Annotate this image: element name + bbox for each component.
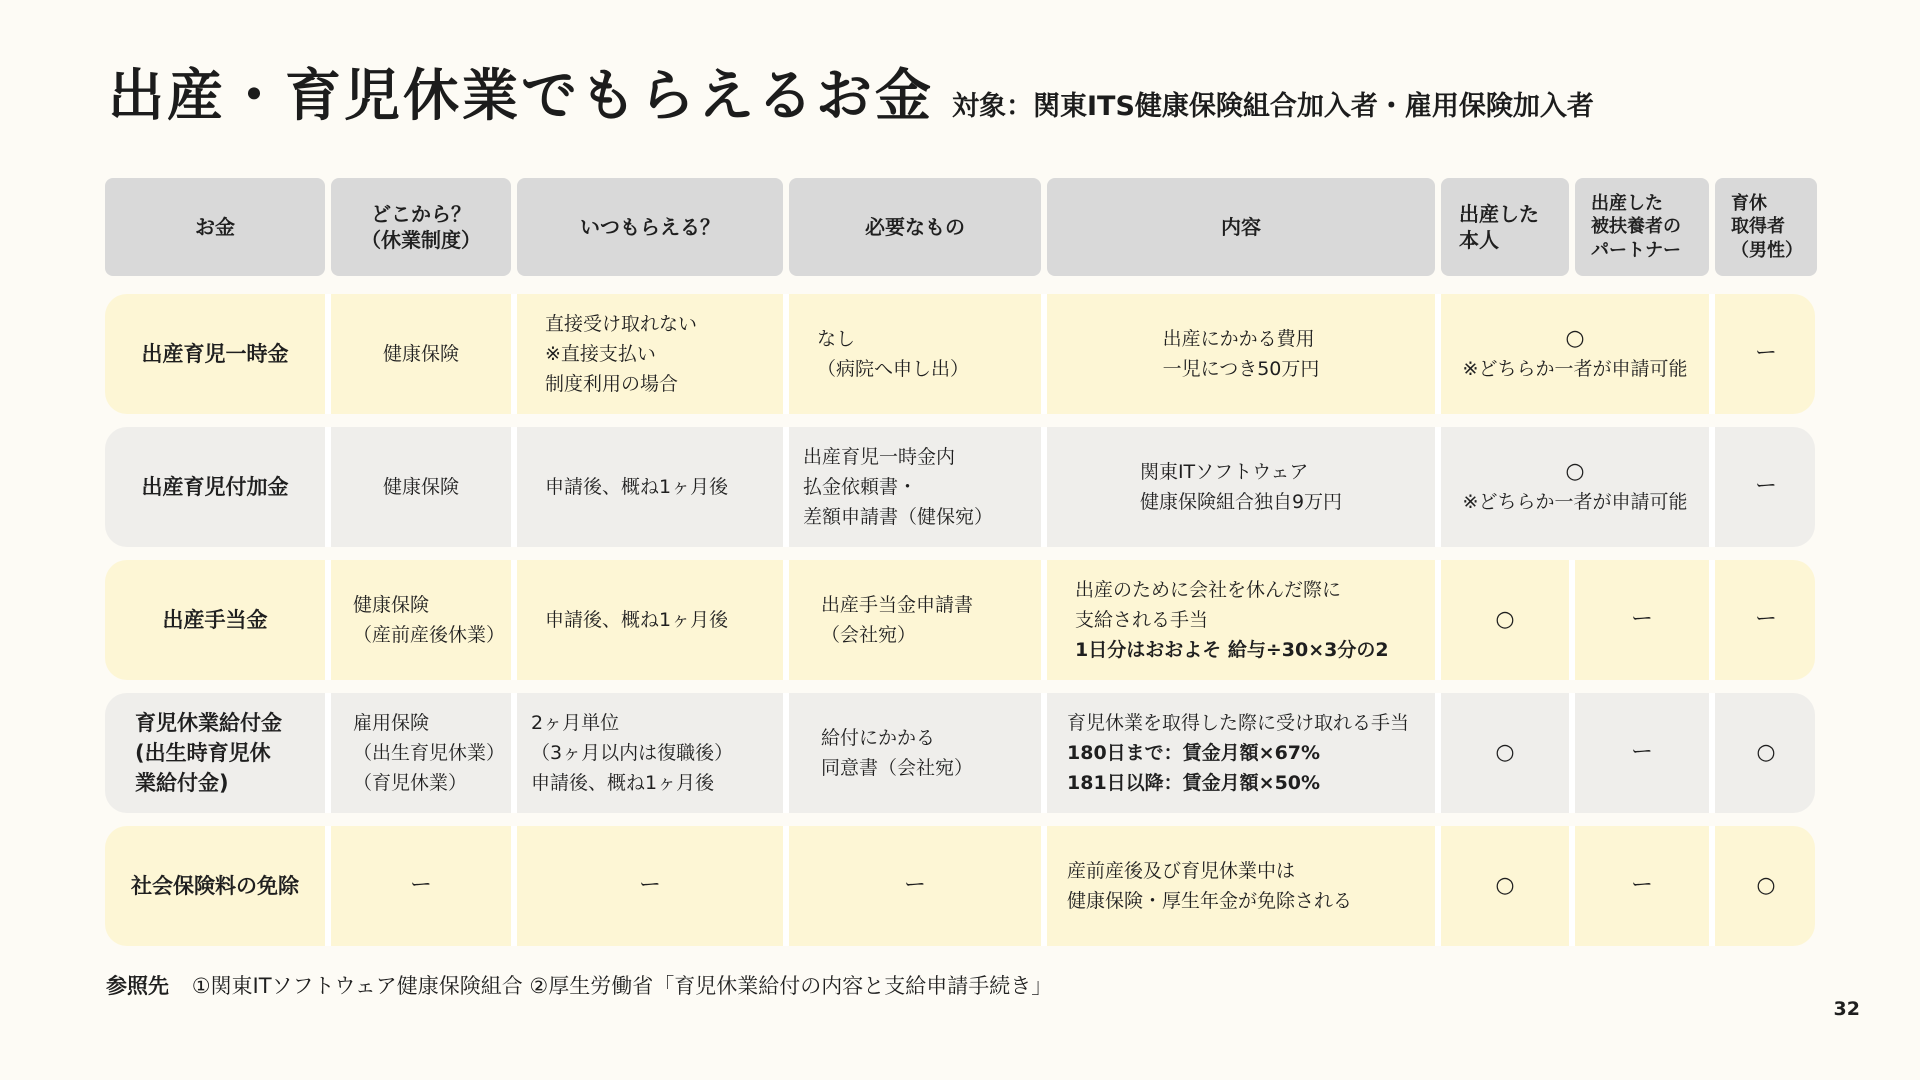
- partner-eligibility: ー: [1575, 826, 1709, 946]
- benefit-name: 出産育児付加金: [141, 475, 289, 499]
- self-eligibility: ○: [1441, 826, 1569, 946]
- benefit-needs: ー: [789, 826, 1041, 946]
- header-needs: 必要なもの: [789, 178, 1041, 276]
- partner-eligibility: ー: [1575, 693, 1709, 813]
- header-self: 出産した 本人: [1441, 178, 1569, 276]
- benefit-source: 健康保険: [331, 294, 511, 414]
- eligibility-note: ※どちらか一者が申請可能: [1462, 358, 1688, 380]
- benefit-needs: 出産手当金申請書 （会社宛）: [789, 560, 1041, 680]
- page-number: 32: [1833, 998, 1860, 1020]
- male-eligibility: ○: [1715, 693, 1815, 813]
- benefit-content: 関東ITソフトウェア 健康保険組合独自9万円: [1047, 427, 1435, 547]
- table-row: [105, 826, 1815, 946]
- header-male: 育休 取得者 （男性）: [1715, 178, 1817, 276]
- header-money: お金: [105, 178, 325, 276]
- header-source: どこから？ （休業制度）: [331, 178, 511, 276]
- benefit-needs: なし （病院へ申し出）: [789, 294, 1041, 414]
- benefit-name: 社会保険料の免除: [131, 874, 299, 898]
- self-eligibility: ○: [1441, 693, 1569, 813]
- benefit-needs: 給付にかかる 同意書（会社宛）: [789, 693, 1041, 813]
- circle-mark: ○: [1565, 326, 1585, 351]
- benefit-source: 健康保険: [331, 427, 511, 547]
- male-eligibility: ○: [1715, 826, 1815, 946]
- benefit-content: 出産にかかる費用 一児につき50万円: [1047, 294, 1435, 414]
- page-title: 出産・育児休業でもらえるお金: [108, 64, 934, 129]
- partner-eligibility: ー: [1575, 560, 1709, 680]
- benefit-name: 出産手当金: [162, 608, 268, 632]
- benefits-table: [105, 178, 1815, 959]
- references-label: 参照先: [106, 974, 169, 998]
- page-subtitle: 対象：関東ITS健康保険組合加入者・雇用保険加入者: [952, 91, 1594, 122]
- self-eligibility: ○: [1441, 560, 1569, 680]
- self-partner-eligibility: [1441, 294, 1709, 414]
- benefit-content: 出産のために会社を休んだ際に 支給される手当 1日分はおおよそ 給与÷30×3分の2: [1047, 560, 1435, 680]
- benefit-needs: 出産育児一時金内 払金依頼書・ 差額申請書（健保宛）: [789, 427, 1041, 547]
- male-eligibility: ー: [1715, 560, 1815, 680]
- benefit-content: 産前産後及び育児休業中は 健康保険・厚生年金が免除される: [1047, 826, 1435, 946]
- self-partner-eligibility: [1441, 427, 1709, 547]
- benefit-when: 直接受け取れない ※直接支払い 制度利用の場合: [517, 294, 783, 414]
- benefit-when: 2ヶ月単位 （3ヶ月以内は復職後） 申請後、概ね1ヶ月後: [517, 693, 783, 813]
- benefit-when: ー: [517, 826, 783, 946]
- references: [106, 970, 1052, 1000]
- benefit-source: 健康保険 （産前産後休業）: [331, 560, 511, 680]
- male-eligibility: ー: [1715, 294, 1815, 414]
- benefit-when: 申請後、概ね1ヶ月後: [517, 427, 783, 547]
- references-text: ①関東ITソフトウェア健康保険組合 ②厚生労働省「育児休業給付の内容と支給申請手続き」: [191, 974, 1053, 998]
- header-when: いつもらえる？: [517, 178, 783, 276]
- table-row: [105, 427, 1815, 547]
- male-eligibility: ー: [1715, 427, 1815, 547]
- header-content: 内容: [1047, 178, 1435, 276]
- benefit-name: 出産育児一時金: [141, 342, 289, 366]
- header-partner: 出産した 被扶養者の パートナー: [1575, 178, 1709, 276]
- benefit-source: ー: [331, 826, 511, 946]
- benefit-source: 雇用保険 （出生育児休業） （育児休業）: [331, 693, 511, 813]
- eligibility-note: ※どちらか一者が申請可能: [1462, 491, 1688, 513]
- benefit-content: 育児休業を取得した際に受け取れる手当 180日まで：賃金月額×67% 181日以降：賃金月額×50%: [1047, 693, 1435, 813]
- table-row: [105, 560, 1815, 680]
- table-row: [105, 693, 1815, 813]
- table-header-row: [105, 178, 1815, 276]
- title-row: [108, 52, 1594, 132]
- table-row: [105, 294, 1815, 414]
- benefit-name: 育児休業給付金 (出生時育児休 業給付金): [135, 711, 282, 795]
- circle-mark: ○: [1565, 459, 1585, 484]
- benefit-when: 申請後、概ね1ヶ月後: [517, 560, 783, 680]
